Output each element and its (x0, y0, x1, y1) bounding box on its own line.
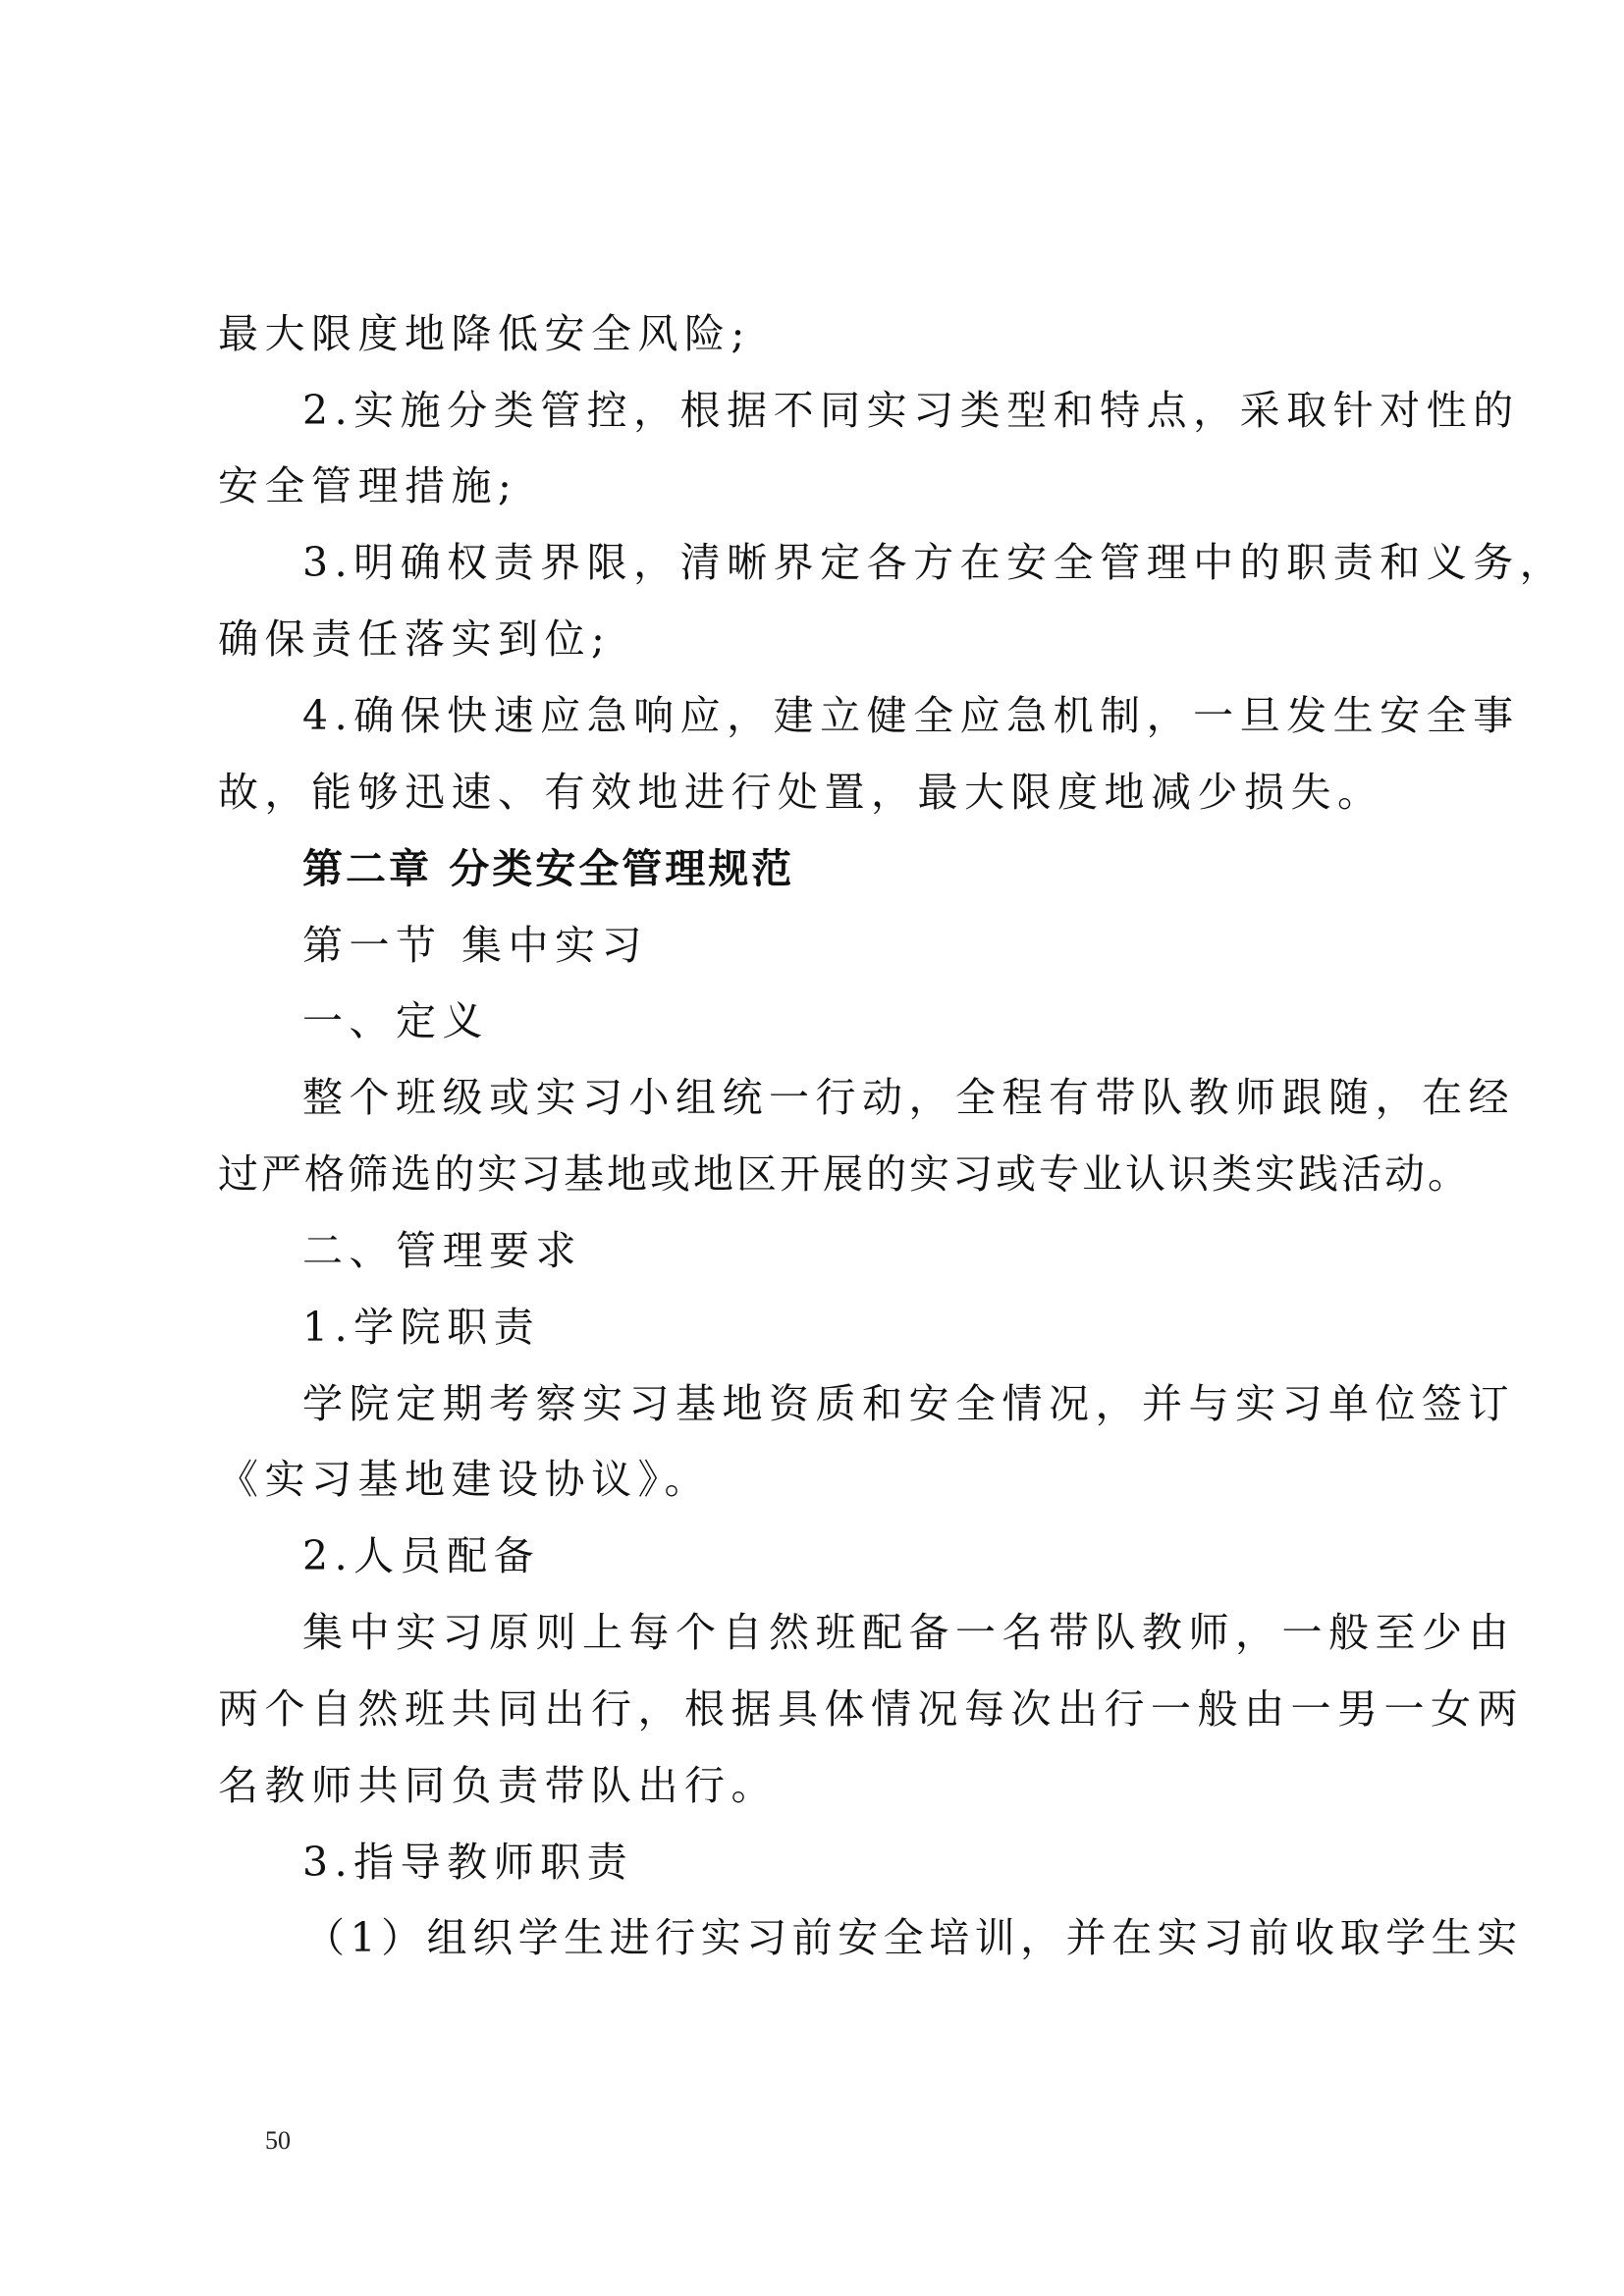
text-line: 最大限度地降低安全风险; (218, 310, 751, 357)
list-item-text: 4.确保快速应急响应，建立健全应急机制，一旦发生安全事 (302, 692, 1520, 739)
subsection-heading: 一、定义 (302, 997, 489, 1044)
page-number: 50 (265, 2126, 291, 2155)
paragraph-text: 整个班级或实习小组统一行动，全程有带队教师跟随，在经 (302, 1074, 1515, 1121)
text-line: 名教师共同负责带队出行。 (218, 1762, 778, 1809)
list-item-text: 2.实施分类管控，根据不同实习类型和特点，采取针对性的 (302, 387, 1520, 434)
item-heading: 3.指导教师职责 (302, 1839, 634, 1886)
paragraph-text: 学院定期考察实习基地资质和安全情况，并与实习单位签订 (302, 1380, 1515, 1427)
list-item-text: （1）组织学生进行实习前安全培训，并在实习前收取学生实 (304, 1914, 1523, 1961)
item-heading: 1.学院职责 (302, 1304, 541, 1351)
text-line: 《实习基地建设协议》。 (218, 1456, 711, 1503)
text-line: 两个自然班共同出行，根据具体情况每次出行一般由一男一女两 (218, 1685, 1524, 1733)
text-line: 故，能够迅速、有效地进行处置，最大限度地减少损失。 (218, 769, 1384, 816)
chapter-heading: 第二章 分类安全管理规范 (302, 845, 795, 892)
text-line: 过严格筛选的实习基地或地区开展的实习或专业认识类实践活动。 (218, 1150, 1471, 1198)
text-line: 安全管理措施; (218, 462, 518, 509)
list-item-text: 3.明确权责界限，清晰界定各方在安全管理中的职责和义务， (302, 539, 1567, 586)
item-heading: 2.人员配备 (302, 1532, 541, 1579)
section-heading: 第一节 集中实习 (302, 922, 649, 969)
subsection-heading: 二、管理要求 (302, 1227, 582, 1274)
paragraph-text: 集中实习原则上每个自然班配备一名带队教师，一般至少由 (302, 1609, 1515, 1656)
text-line: 确保责任落实到位; (218, 615, 612, 663)
